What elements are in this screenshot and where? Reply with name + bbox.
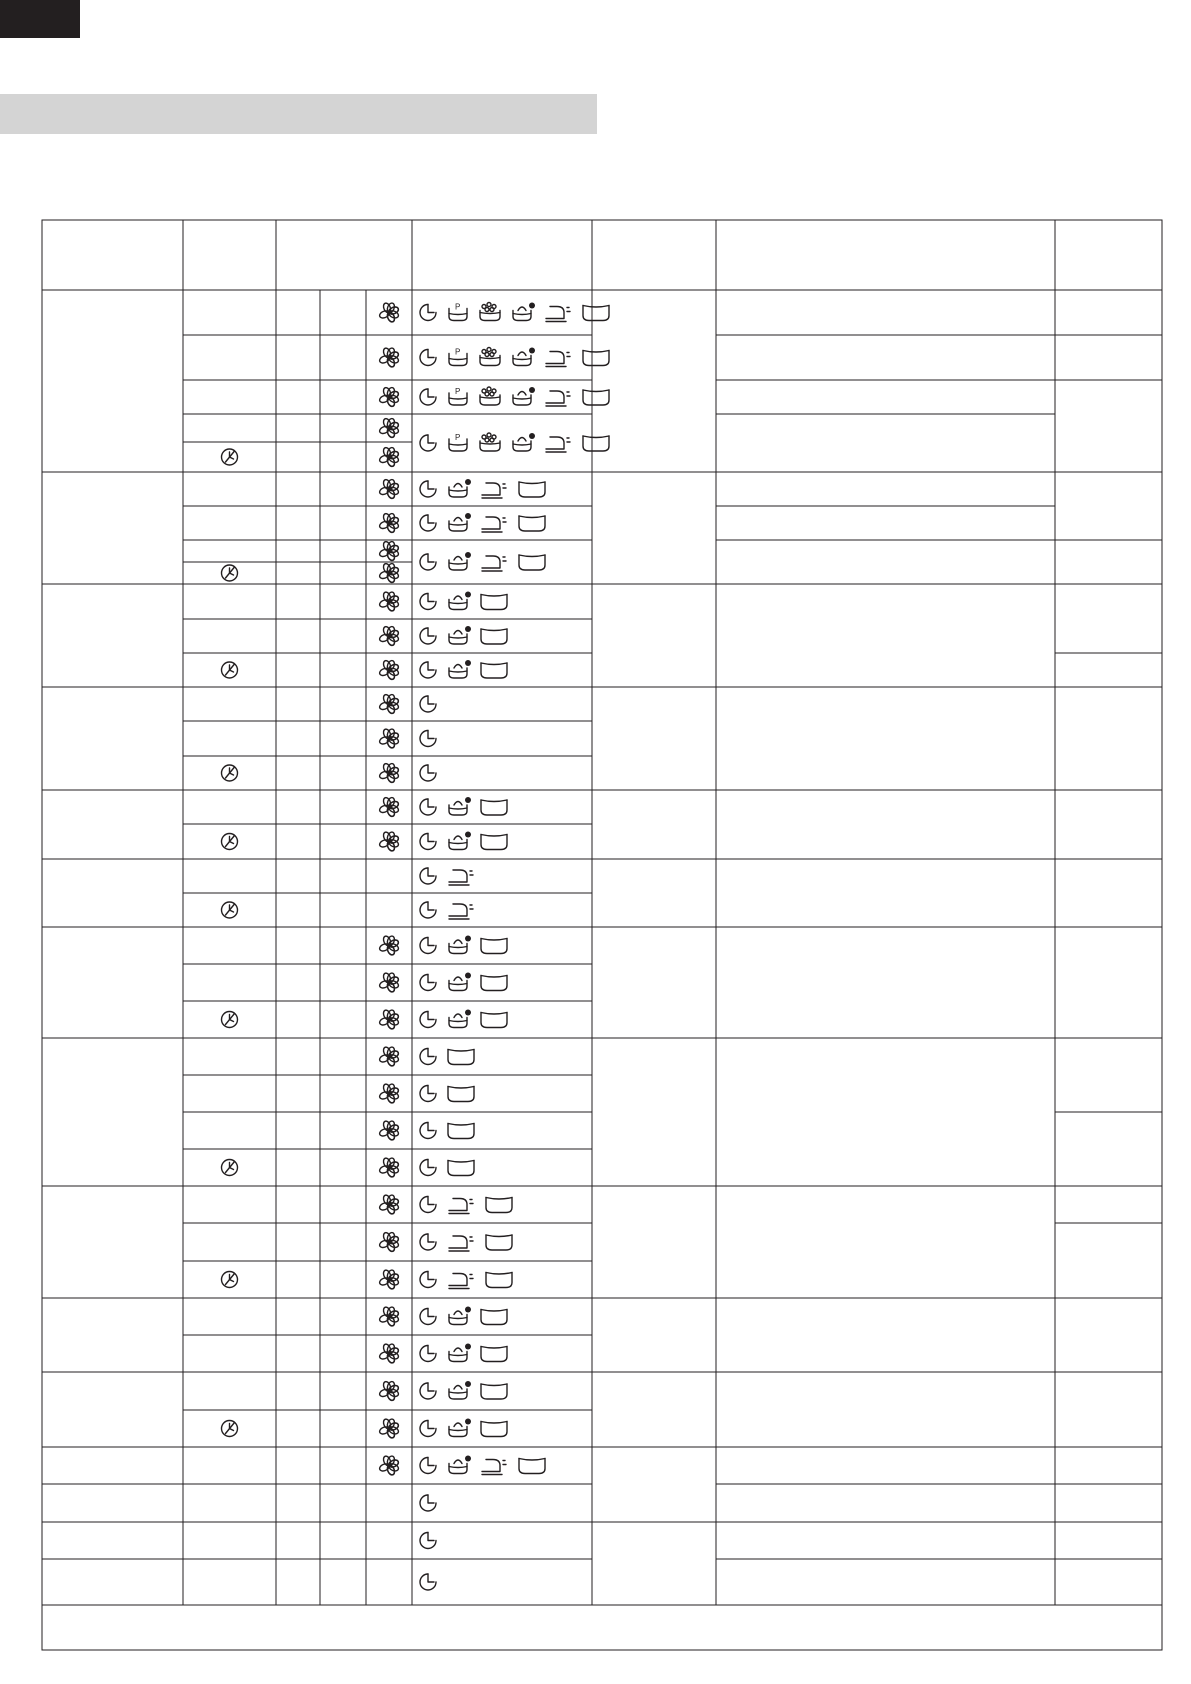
timer-icon — [420, 389, 436, 405]
spin-icon — [379, 302, 400, 323]
spin-icon — [379, 418, 400, 439]
rinse-hold-icon — [481, 595, 507, 610]
easy-iron-icon — [546, 391, 570, 406]
stain-icon — [480, 348, 500, 366]
timer-icon — [420, 1234, 436, 1250]
timer-icon — [420, 902, 436, 918]
timer-icon — [420, 1160, 436, 1176]
spin-icon — [379, 591, 400, 612]
delay-start-icon — [222, 1012, 238, 1028]
easy-iron-icon — [449, 1236, 473, 1251]
prewash-icon — [449, 348, 467, 366]
prewash-icon — [449, 303, 467, 321]
timer-icon — [420, 554, 436, 570]
rinse-hold-icon — [583, 306, 609, 321]
easy-iron-icon — [449, 904, 473, 919]
extra-rinse-icon — [449, 936, 471, 954]
timer-icon — [420, 1197, 436, 1213]
spin-icon — [379, 1194, 400, 1215]
delay-start-icon — [222, 662, 238, 678]
rinse-hold-icon — [481, 835, 507, 850]
timer-icon — [420, 305, 436, 321]
spin-icon — [379, 1120, 400, 1141]
timer-icon — [420, 1383, 436, 1399]
rinse-hold-icon — [481, 1422, 507, 1437]
timer-icon — [420, 515, 436, 531]
timer-icon — [420, 1574, 436, 1590]
timer-icon — [420, 1012, 436, 1028]
rinse-hold-icon — [519, 1459, 545, 1474]
rinse-hold-icon — [481, 976, 507, 991]
extra-rinse-icon — [449, 479, 471, 497]
delay-start-icon — [222, 1272, 238, 1288]
extra-rinse-icon — [449, 592, 471, 610]
timer-icon — [420, 696, 436, 712]
spin-icon — [379, 1269, 400, 1290]
timer-icon — [420, 1309, 436, 1325]
spin-icon — [379, 660, 400, 681]
timer-icon — [420, 350, 436, 366]
spin-icon — [379, 1083, 400, 1104]
rinse-hold-icon — [481, 1013, 507, 1028]
spin-icon — [379, 1343, 400, 1364]
delay-start-icon — [222, 1160, 238, 1176]
svg-text:P: P — [455, 433, 461, 442]
spin-icon — [379, 479, 400, 500]
extra-rinse-icon — [449, 513, 471, 531]
timer-icon — [420, 1421, 436, 1437]
timer-icon — [420, 1272, 436, 1288]
delay-start-icon — [222, 565, 238, 581]
timer-icon — [420, 731, 436, 747]
timer-icon — [420, 1086, 436, 1102]
rinse-hold-icon — [583, 390, 609, 405]
spin-icon — [379, 563, 400, 584]
easy-iron-icon — [482, 483, 506, 498]
easy-iron-icon — [482, 1460, 506, 1475]
prewash-icon — [449, 387, 467, 405]
extra-rinse-icon — [449, 797, 471, 815]
easy-iron-icon — [546, 352, 570, 367]
timer-icon — [420, 481, 436, 497]
extra-rinse-icon — [449, 973, 471, 991]
extra-rinse-icon — [449, 832, 471, 850]
rinse-hold-icon — [481, 1347, 507, 1362]
extra-rinse-icon — [449, 1344, 471, 1362]
timer-icon — [420, 975, 436, 991]
spin-icon — [379, 1046, 400, 1067]
spin-icon — [379, 626, 400, 647]
spin-icon — [379, 541, 400, 562]
delay-start-icon — [222, 902, 238, 918]
spin-icon — [379, 513, 400, 534]
rinse-hold-icon — [519, 482, 545, 497]
rinse-hold-icon — [481, 629, 507, 644]
timer-icon — [420, 1533, 436, 1549]
prewash-icon — [449, 433, 467, 451]
delay-start-icon — [222, 765, 238, 781]
stain-icon — [480, 387, 500, 405]
timer-icon — [420, 1346, 436, 1362]
timer-icon — [420, 1495, 436, 1511]
timer-icon — [420, 628, 436, 644]
rinse-hold-icon — [448, 1161, 474, 1176]
spin-icon — [379, 763, 400, 784]
spin-icon — [379, 387, 400, 408]
rinse-hold-icon — [486, 1235, 512, 1250]
rinse-hold-icon — [481, 1310, 507, 1325]
extra-rinse-icon — [513, 348, 535, 366]
rinse-hold-icon — [519, 516, 545, 531]
stain-icon — [480, 303, 500, 321]
spin-icon — [379, 1455, 400, 1476]
rinse-hold-icon — [583, 436, 609, 451]
rinse-hold-icon — [481, 800, 507, 815]
timer-icon — [420, 868, 436, 884]
extra-rinse-icon — [513, 303, 535, 321]
extra-rinse-icon — [449, 1381, 471, 1399]
easy-iron-icon — [449, 1274, 473, 1289]
rinse-hold-icon — [481, 663, 507, 678]
timer-icon — [420, 435, 436, 451]
extra-rinse-icon — [513, 433, 535, 451]
timer-icon — [420, 1049, 436, 1065]
spin-icon — [379, 797, 400, 818]
easy-iron-icon — [449, 870, 473, 885]
rinse-hold-icon — [448, 1124, 474, 1139]
rinse-hold-icon — [486, 1198, 512, 1213]
easy-iron-icon — [482, 556, 506, 571]
spin-icon — [379, 1381, 400, 1402]
extra-rinse-icon — [449, 1456, 471, 1474]
timer-icon — [420, 938, 436, 954]
delay-start-icon — [222, 1421, 238, 1437]
timer-icon — [420, 1123, 436, 1139]
spin-icon — [379, 347, 400, 368]
easy-iron-icon — [482, 517, 506, 532]
extra-rinse-icon — [449, 1307, 471, 1325]
timer-icon — [420, 834, 436, 850]
easy-iron-icon — [546, 437, 570, 452]
rinse-hold-icon — [519, 555, 545, 570]
svg-text:P: P — [455, 347, 461, 357]
spin-icon — [379, 728, 400, 749]
extra-rinse-icon — [449, 660, 471, 678]
spin-icon — [379, 1306, 400, 1327]
rinse-hold-icon — [481, 939, 507, 954]
timer-icon — [420, 765, 436, 781]
delay-start-icon — [222, 834, 238, 850]
spin-icon — [379, 972, 400, 993]
rinse-hold-icon — [448, 1087, 474, 1102]
spin-icon — [379, 694, 400, 715]
svg-text:P: P — [455, 387, 461, 396]
extra-rinse-icon — [449, 552, 471, 570]
delay-start-icon — [222, 449, 238, 465]
timer-icon — [420, 594, 436, 610]
extra-rinse-icon — [449, 626, 471, 644]
spin-icon — [379, 1232, 400, 1253]
stain-icon — [480, 433, 500, 451]
rinse-hold-icon — [583, 351, 609, 366]
timer-icon — [420, 662, 436, 678]
timer-icon — [420, 1458, 436, 1474]
rinse-hold-icon — [448, 1050, 474, 1065]
spin-icon — [379, 935, 400, 956]
svg-text:P: P — [455, 302, 461, 312]
spin-icon — [379, 1418, 400, 1439]
easy-iron-icon — [546, 307, 570, 322]
spin-icon — [379, 831, 400, 852]
spin-icon — [379, 447, 400, 468]
extra-rinse-icon — [449, 1419, 471, 1437]
table-frame — [42, 220, 1162, 1650]
rinse-hold-icon — [486, 1273, 512, 1288]
rinse-hold-icon — [481, 1384, 507, 1399]
extra-rinse-icon — [449, 1010, 471, 1028]
spin-icon — [379, 1009, 400, 1030]
easy-iron-icon — [449, 1199, 473, 1214]
timer-icon — [420, 799, 436, 815]
extra-rinse-icon — [513, 387, 535, 405]
spin-icon — [379, 1157, 400, 1178]
